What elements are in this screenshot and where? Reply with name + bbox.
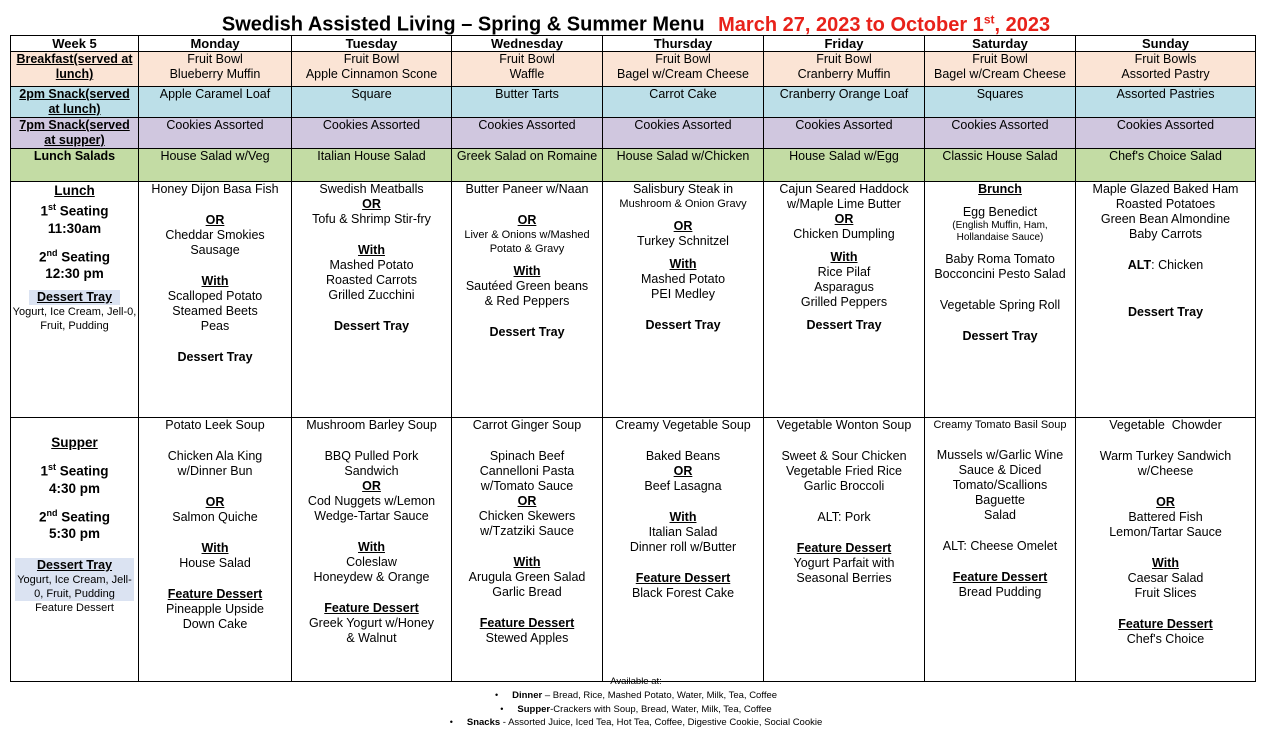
menu-item: Beef Lasagna [644, 479, 722, 493]
footer-item-label: Supper [517, 704, 551, 715]
lunch-row [11, 182, 1256, 418]
menu-item: Garlic Bread [492, 585, 562, 599]
or-label: OR [673, 219, 693, 233]
snack-cell: Cookies Assorted [452, 118, 603, 149]
with-label: With [669, 510, 697, 524]
menu-item: Waffle [509, 67, 545, 81]
menu-item: Baby Roma Tomato [945, 252, 1055, 266]
page-title [0, 12, 1272, 37]
menu-item: Mashed Potato [640, 272, 726, 286]
footer-item-dinner [0, 689, 1272, 702]
supper-saturday [925, 418, 1076, 682]
footer-item-supper [0, 703, 1272, 716]
menu-item: Wedge-Tartar Sauce [314, 509, 429, 523]
menu-item: Mussels w/Garlic Wine [936, 448, 1064, 462]
footer-item-text: -Crackers with Soup, Bread, Water, Milk, Tea, Coffee [550, 704, 772, 715]
alt-item: ALT: Cheese Omelet [942, 539, 1058, 553]
menu-item: Sweet & Sour Chicken [781, 449, 907, 463]
menu-item: Fruit Bowl [816, 52, 872, 66]
supper-seating-1-time: 4:30 pm [48, 480, 101, 496]
menu-item: Blueberry Muffin [169, 67, 261, 81]
dessert-label: Dessert Tray [177, 350, 253, 364]
lunch-label-cell [11, 182, 139, 418]
lunch-salads-row [11, 149, 1256, 182]
menu-item: Caesar Salad [1127, 571, 1204, 585]
dessert-label: Dessert Tray [645, 318, 721, 332]
lunch-tuesday [292, 182, 452, 418]
menu-item: Peas [200, 319, 230, 333]
salad-cell: Classic House Salad [925, 149, 1076, 182]
menu-item: Baked Beans [645, 449, 721, 463]
menu-item: Stewed Apples [485, 631, 569, 645]
menu-item: Cheddar Smokies [165, 228, 265, 242]
supper-label-cell [11, 418, 139, 682]
menu-table [10, 35, 1256, 682]
lunch-friday [764, 182, 925, 418]
menu-item: Greek Yogurt w/Honey [308, 616, 435, 630]
breakfast-cell [603, 52, 764, 87]
or-label: OR [205, 495, 225, 509]
dessert-tray-label: Dessert Tray [29, 290, 120, 305]
or-label: OR [205, 213, 225, 227]
menu-item: Yogurt Parfait with [793, 556, 895, 570]
snack-7pm-row [11, 118, 1256, 149]
or-label: OR [834, 212, 854, 226]
menu-item: & Red Peppers [484, 294, 570, 308]
menu-item: Butter Paneer w/Naan [465, 182, 589, 196]
salad-cell: Italian House Salad [292, 149, 452, 182]
feature-dessert-label: Feature Dessert [796, 541, 892, 555]
soup-item: Vegetable Wonton Soup [776, 418, 912, 432]
snack-cell: Cookies Assorted [925, 118, 1076, 149]
day-monday: Monday [139, 36, 292, 52]
salad-cell: Greek Salad on Romaine [452, 149, 603, 182]
seat-num: 2 [38, 249, 47, 264]
dessert-label: Dessert Tray [1127, 305, 1204, 319]
seat-num: 1 [40, 203, 48, 219]
breakfast-row [11, 52, 1256, 87]
seat-text: Seating [57, 509, 111, 524]
supper-seating-2-time: 5:30 pm [48, 526, 101, 541]
menu-item: Seasonal Berries [796, 571, 892, 585]
dessert-label: Dessert Tray [962, 329, 1038, 343]
supper-wednesday [452, 418, 603, 682]
menu-item: Asparagus [814, 280, 874, 294]
feature-dessert-label: Feature Dessert [324, 601, 419, 615]
snack-cell: Butter Tarts [452, 87, 603, 118]
day-saturday: Saturday [925, 36, 1076, 52]
snack-cell: Cranberry Orange Loaf [764, 87, 925, 118]
menu-item: Sauce & Diced [958, 463, 1042, 477]
supper-row [11, 418, 1256, 682]
alt-label: ALT [1127, 258, 1152, 272]
menu-item: Fruit Slices [1134, 586, 1197, 600]
with-label: With [513, 555, 541, 569]
salad-cell: House Salad w/Veg [139, 149, 292, 182]
with-label: With [513, 264, 541, 278]
lunch-sunday [1076, 182, 1256, 418]
footer-item-label: Snacks [466, 717, 501, 728]
footer-item-snacks [0, 716, 1272, 729]
day-friday: Friday [764, 36, 925, 52]
menu-item: Apple Cinnamon Scone [305, 67, 438, 81]
menu-item: w/Maple Lime Butter [787, 197, 901, 211]
dates-sup: st [983, 12, 995, 26]
supper-thursday [603, 418, 764, 682]
breakfast-cell [925, 52, 1076, 87]
snack-cell: Carrot Cake [603, 87, 764, 118]
menu-item: Cajun Seared Haddock [779, 182, 909, 196]
menu-item: BBQ Pulled Pork [324, 449, 419, 463]
seat-num: 1 [40, 463, 48, 479]
menu-item: Swedish Meatballs [319, 182, 424, 196]
menu-item: Mashed Potato [329, 258, 414, 272]
supper-label: Supper [51, 435, 98, 450]
dessert-label: Dessert Tray [333, 319, 410, 333]
snack-7pm-label: 7pm Snack(served at supper) [11, 118, 139, 149]
feature-dessert-label: Feature Dessert [952, 570, 1048, 584]
menu-item: Black Forest Cake [631, 586, 735, 600]
supper-tuesday [292, 418, 452, 682]
feature-dessert-label: Feature Dessert [167, 587, 263, 601]
with-label: With [1152, 556, 1179, 570]
menu-item: Warm Turkey Sandwich [1099, 449, 1232, 463]
menu-item: Honeydew & Orange [313, 570, 430, 584]
menu-item: w/Dinner Bun [177, 464, 253, 478]
lunch-seating-2 [12, 245, 137, 266]
menu-item: Bocconcini Pesto Salad [934, 267, 1066, 281]
footer-item-text: - Assorted Juice, Iced Tea, Hot Tea, Coffee, Digestive Cookie, Social Cookie [500, 717, 823, 728]
menu-item: & Walnut [346, 631, 397, 645]
menu-item: Steamed Beets [172, 304, 258, 318]
seat-text: Seating [57, 249, 111, 264]
menu-item: Fruit Bowl [655, 52, 711, 66]
lunch-salads-label: Lunch Salads [11, 149, 139, 182]
week-label: Week 5 [11, 36, 139, 52]
or-label: OR [362, 479, 381, 493]
day-thursday: Thursday [603, 36, 764, 52]
menu-item: Coleslaw [346, 555, 397, 569]
supper-friday [764, 418, 925, 682]
menu-item: Roasted Potatoes [1115, 197, 1216, 211]
dessert-tray-extra: Feature Dessert [35, 602, 114, 614]
menu-item: Scalloped Potato [167, 289, 263, 303]
or-label: OR [1156, 495, 1175, 509]
header-row [11, 36, 1256, 52]
alt-line [1077, 258, 1254, 273]
menu-item: Vegetable Spring Roll [939, 298, 1061, 312]
snack-2pm-label: 2pm Snack(served at lunch) [11, 87, 139, 118]
with-label: With [830, 250, 858, 264]
dessert-label: Dessert Tray [806, 318, 882, 332]
menu-item: Salisbury Steak in [632, 182, 734, 196]
supper-seating-2 [12, 505, 137, 526]
breakfast-cell [764, 52, 925, 87]
lunch-thursday [603, 182, 764, 418]
dates-year: , 2023 [994, 13, 1051, 36]
menu-item: Lemon/Tartar Sauce [1109, 525, 1222, 539]
menu-item: w/Tomato Sauce [480, 479, 574, 493]
menu-note: (English Muffin, Ham, [952, 220, 1048, 231]
menu-item: Fruit Bowl [187, 52, 243, 66]
feature-dessert-label: Feature Dessert [635, 571, 731, 585]
menu-item: Sandwich [344, 464, 399, 478]
seat-sup: nd [46, 247, 58, 258]
menu-item: Cannelloni Pasta [479, 464, 575, 478]
menu-item: Baby Carrots [1129, 227, 1202, 241]
lunch-wednesday [452, 182, 603, 418]
soup-item: Vegetable Chowder [1109, 418, 1222, 432]
supper-tray-box [15, 558, 134, 601]
menu-item: Mushroom & Onion Gravy [619, 198, 747, 210]
with-label: With [669, 257, 697, 271]
menu-item: Fruit Bowl [972, 52, 1028, 66]
footer-item-text: – Bread, Rice, Mashed Potato, Water, Milk, Tea, Coffee [542, 690, 778, 701]
menu-item: Potato & Gravy [489, 243, 565, 255]
menu-item: Tofu & Shrimp Stir-fry [312, 212, 431, 226]
soup-item: Carrot Ginger Soup [472, 418, 582, 432]
menu-item: Assorted Pastry [1121, 67, 1210, 81]
menu-item: Fruit Bowl [499, 52, 555, 66]
menu-item: Vegetable Fried Rice [785, 464, 903, 478]
breakfast-cell [139, 52, 292, 87]
seat-sup: st [47, 202, 56, 212]
menu-item: Green Bean Almondine [1100, 212, 1231, 226]
dessert-tray-items: Yogurt, Ice Cream, Jell-0, Fruit, Pudding [12, 306, 137, 332]
menu-item: w/Tzatziki Sauce [480, 524, 574, 538]
menu-item: Grilled Peppers [800, 295, 888, 309]
menu-item: w/Cheese [1137, 464, 1194, 478]
breakfast-cell [1076, 52, 1256, 87]
menu-item: Pineapple Upside [166, 602, 264, 616]
bullet-icon: • [494, 690, 499, 700]
menu-item: PEI Medley [651, 287, 715, 301]
lunch-monday [139, 182, 292, 418]
menu-item: Chicken Dumpling [793, 227, 895, 241]
lunch-seating-1-time: 11:30am [47, 220, 102, 236]
seat-sup: nd [46, 507, 58, 518]
supper-monday [139, 418, 292, 682]
menu-item: Fruit Bowls [1134, 52, 1197, 66]
brunch-label: Brunch [978, 182, 1022, 196]
snack-cell: Cookies Assorted [292, 118, 452, 149]
menu-note: Hollandaise Sauce) [956, 232, 1044, 243]
salad-cell: House Salad w/Egg [764, 149, 925, 182]
menu-item: Roasted Carrots [325, 273, 417, 287]
breakfast-cell [292, 52, 452, 87]
seat-text: Seating [56, 203, 109, 219]
or-label: OR [673, 464, 693, 478]
menu-item: Garlic Broccoli [803, 479, 885, 493]
menu-item: Bread Pudding [958, 585, 1042, 599]
soup-item: Creamy Vegetable Soup [615, 418, 751, 432]
footer-heading: Available at: [610, 676, 662, 687]
menu-item: Salad [984, 508, 1016, 522]
day-sunday: Sunday [1076, 36, 1256, 52]
title-main: Swedish Assisted Living – Spring & Summer Menu [221, 13, 705, 36]
feature-dessert-label: Feature Dessert [479, 616, 575, 630]
menu-item: Turkey Schnitzel [637, 234, 729, 248]
dates-text: March 27, 2023 to October 1 [718, 13, 984, 36]
menu-item: Honey Dijon Basa Fish [151, 182, 279, 196]
snack-cell: Apple Caramel Loaf [139, 87, 292, 118]
title-dates [718, 14, 1050, 36]
menu-item: Down Cake [182, 617, 248, 631]
soup-item: Creamy Tomato Basil Soup [933, 419, 1067, 431]
menu-item: Liver & Onions w/Mashed [464, 229, 590, 241]
day-tuesday: Tuesday [292, 36, 452, 52]
menu-item: Tomato/Scallions [952, 478, 1048, 492]
or-label: OR [362, 197, 381, 211]
supper-sunday [1076, 418, 1256, 682]
menu-item: Fruit Bowl [343, 52, 400, 66]
breakfast-cell [452, 52, 603, 87]
menu-item: Dinner roll w/Butter [629, 540, 737, 554]
menu-item: Italian Salad [648, 525, 718, 539]
menu-item: Cod Nuggets w/Lemon [307, 494, 436, 508]
menu-item: Egg Benedict [962, 205, 1038, 219]
menu-item: Chicken Ala King [167, 449, 263, 463]
alt-value: : Chicken [1151, 258, 1204, 272]
menu-item: Rice Pilaf [817, 265, 871, 279]
snack-cell: Cookies Assorted [139, 118, 292, 149]
soup-item: Mushroom Barley Soup [306, 418, 437, 432]
snack-cell: Cookies Assorted [764, 118, 925, 149]
or-label: OR [517, 494, 537, 508]
dessert-tray-items: Yogurt, Ice Cream, Jell-0, Fruit, Pudding [17, 574, 132, 600]
lunch-seating-2-time: 12:30 pm [45, 266, 104, 281]
menu-item: Chicken Skewers [478, 509, 576, 523]
snack-cell: Square [292, 87, 452, 118]
menu-item: Cranberry Muffin [797, 67, 891, 81]
feature-dessert-label: Feature Dessert [1118, 617, 1213, 631]
menu-item: Maple Glazed Baked Ham [1092, 182, 1239, 196]
or-label: OR [517, 213, 537, 227]
with-label: With [201, 274, 229, 288]
menu-item: Arugula Green Salad [468, 570, 586, 584]
seat-text: Seating [56, 463, 109, 479]
snack-cell: Squares [925, 87, 1076, 118]
footer-item-label: Dinner [512, 690, 543, 701]
dessert-tray-label: Dessert Tray [36, 558, 113, 572]
lunch-seating-1 [12, 199, 137, 220]
snack-cell: Assorted Pastries [1076, 87, 1256, 118]
snack-cell: Cookies Assorted [1076, 118, 1256, 149]
snack-2pm-row [11, 87, 1256, 118]
snack-cell: Cookies Assorted [603, 118, 764, 149]
menu-item: Chef's Choice [1126, 632, 1205, 646]
with-label: With [358, 243, 385, 257]
seat-sup: st [47, 462, 56, 472]
soup-item: Potato Leek Soup [165, 418, 265, 432]
breakfast-label: Breakfast(served at lunch) [11, 52, 139, 87]
menu-item: Baguette [974, 493, 1026, 507]
menu-item: Spinach Beef [489, 449, 565, 463]
dessert-label: Dessert Tray [489, 325, 565, 339]
day-wednesday: Wednesday [452, 36, 603, 52]
alt-item: ALT: Pork [817, 510, 871, 524]
supper-seating-1 [12, 459, 137, 480]
menu-item: Grilled Zucchini [328, 288, 415, 302]
with-label: With [201, 541, 229, 555]
menu-item: Sautéed Green beans [465, 279, 589, 293]
seat-num: 2 [38, 509, 47, 524]
salad-cell: Chef's Choice Salad [1076, 149, 1256, 182]
lunch-saturday [925, 182, 1076, 418]
menu-item: Salmon Quiche [172, 510, 258, 524]
menu-item: Battered Fish [1128, 510, 1203, 524]
lunch-label: Lunch [54, 183, 95, 198]
bullet-icon: • [449, 717, 453, 727]
menu-item: Bagel w/Cream Cheese [933, 67, 1066, 81]
bullet-icon: • [500, 704, 504, 714]
menu-item: Bagel w/Cream Cheese [616, 67, 749, 81]
with-label: With [358, 540, 385, 554]
menu-item: Sausage [190, 243, 240, 257]
salad-cell: House Salad w/Chicken [603, 149, 764, 182]
menu-item: House Salad [179, 556, 251, 570]
